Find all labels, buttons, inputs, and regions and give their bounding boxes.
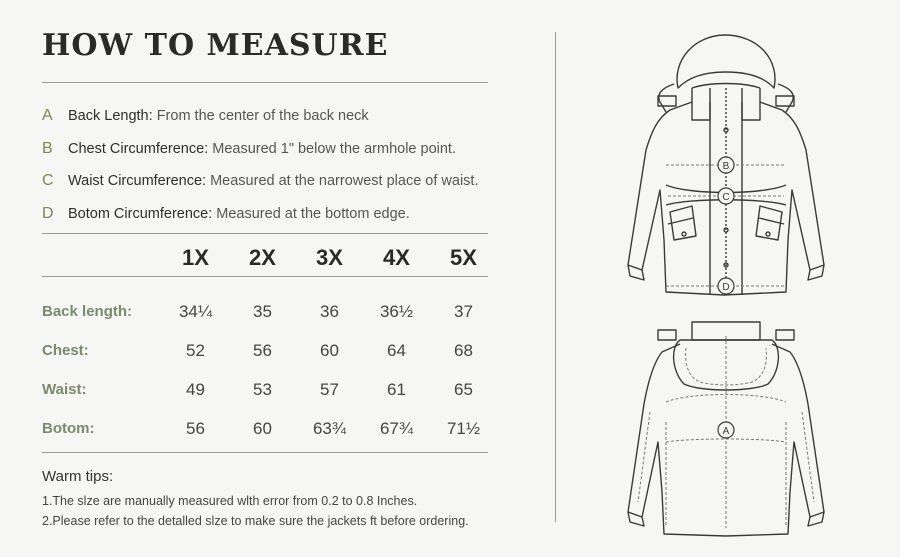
table-cell: 36 bbox=[320, 301, 339, 321]
vertical-divider bbox=[555, 32, 556, 522]
table-cell: 65 bbox=[454, 379, 473, 399]
size-header: 3X bbox=[316, 245, 343, 270]
table-cell: 67¾ bbox=[379, 418, 414, 438]
definition-desc: Measured 1" below the armhole point. bbox=[212, 140, 456, 157]
diagram-label-a: A bbox=[722, 426, 730, 437]
table-cell: 35 bbox=[253, 301, 272, 321]
tip-item: 1.The slze are manually measured wlth error from 0.2 to 0.8 Inches. bbox=[42, 494, 418, 508]
table-bottom-divider bbox=[42, 452, 488, 453]
definition-letter: B bbox=[42, 139, 53, 157]
definition-desc: Measured at the narrowest place of waist. bbox=[210, 173, 479, 189]
table-row bbox=[36, 292, 497, 331]
definition-letter: A bbox=[42, 107, 53, 124]
jacket-front-diagram bbox=[600, 30, 860, 300]
size-header-row bbox=[36, 238, 497, 278]
definition-b bbox=[42, 140, 522, 173]
tip-item: 2.Please refer to the detalled slze to make sure the jackets ft before ordering. bbox=[42, 514, 469, 528]
size-header: 1X bbox=[182, 245, 209, 270]
table-cell: 68 bbox=[454, 340, 473, 360]
table-cell: 60 bbox=[320, 340, 339, 360]
size-header: 2X bbox=[249, 245, 276, 270]
row-label: Chest: bbox=[42, 342, 89, 359]
definition-desc: From the center of the back neck bbox=[156, 108, 369, 124]
row-label: Waist: bbox=[42, 381, 87, 398]
table-cell: 71½ bbox=[446, 418, 481, 438]
table-cell: 60 bbox=[253, 418, 272, 438]
measurement-definitions bbox=[42, 107, 522, 237]
table-cell: 61 bbox=[387, 379, 406, 399]
diagram-label-c: C bbox=[722, 192, 730, 203]
definition-desc: Measured at the bottom edge. bbox=[216, 205, 410, 222]
table-row bbox=[36, 370, 497, 409]
tips-title: Warm tips: bbox=[42, 468, 114, 485]
definition-a bbox=[42, 107, 522, 140]
definition-term: Waist Circumference: bbox=[68, 173, 207, 189]
table-cell: 36½ bbox=[379, 301, 414, 321]
table-cell: 56 bbox=[253, 340, 272, 360]
table-cell: 37 bbox=[454, 301, 473, 321]
definition-term: Chest Circumference: bbox=[68, 140, 209, 157]
definition-letter: D bbox=[42, 204, 54, 222]
table-row bbox=[36, 331, 497, 370]
size-header: 4X bbox=[383, 245, 410, 270]
definitions-divider bbox=[42, 233, 488, 234]
table-cell: 49 bbox=[186, 379, 205, 399]
definition-term: Back Length: bbox=[68, 108, 153, 124]
definition-letter: C bbox=[42, 172, 54, 189]
diagram-label-d: D bbox=[722, 282, 730, 293]
title-divider bbox=[42, 82, 488, 83]
table-cell: 64 bbox=[387, 340, 406, 360]
row-label: Back length: bbox=[42, 303, 133, 320]
size-header-corner bbox=[36, 238, 162, 278]
table-cell: 53 bbox=[253, 379, 272, 399]
size-chart-table bbox=[36, 238, 497, 448]
table-cell: 52 bbox=[186, 340, 205, 360]
size-header: 5X bbox=[450, 245, 477, 270]
diagram-label-b: B bbox=[722, 161, 730, 172]
table-cell: 63¾ bbox=[312, 418, 347, 438]
definition-term: Botom Circumference: bbox=[68, 205, 213, 222]
row-label: Botom: bbox=[42, 420, 95, 437]
table-cell: 56 bbox=[186, 418, 205, 438]
table-cell: 34¼ bbox=[178, 301, 213, 321]
jacket-back-diagram bbox=[600, 312, 860, 542]
definition-c bbox=[42, 172, 522, 205]
page-title: HOW TO MEASURE bbox=[42, 28, 389, 63]
table-cell: 57 bbox=[320, 379, 339, 399]
table-row bbox=[36, 409, 497, 448]
